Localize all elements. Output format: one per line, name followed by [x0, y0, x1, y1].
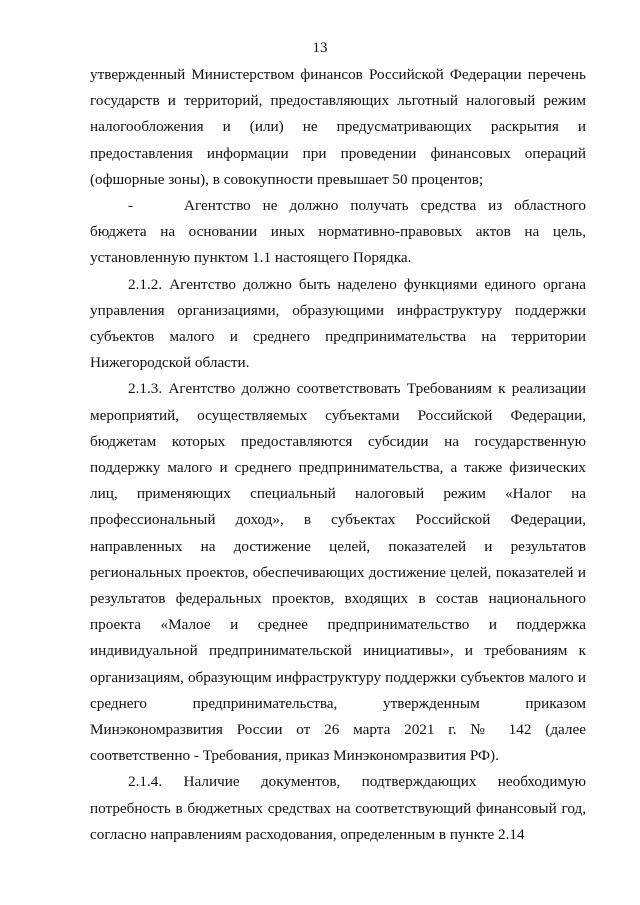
paragraph-2-1-2: 2.1.2. Агентство должно быть наделено функциями единого органа управления организациями, образующими инфраструктуру поддержки субъектов малого и среднего предпринимательства на территории Нижегородской области. — [90, 275, 586, 372]
document-body — [90, 62, 586, 848]
dash-item-text: Агентство не должно получать средства из областного бюджета на основании иных нормативно-правовых актов на цель, установленную пунктом 1.1 настоящего Порядка. — [90, 197, 586, 267]
paragraph-2-1-3: 2.1.3. Агентство должно соответствовать Требованиям к реализации мероприятий, осуществляемых субъектами Российской Федерации, бюджетам которых предоставляются субсидии на государственную поддержку малого и среднего предпринимательства, а также физических лиц, применяющих специальный налоговый режим «Налог на профессиональный доход», в субъектах Российской Федерации, направленных на достижение целей, показателей и результатов региональных проектов, обеспечивающих достижение целей, показателей и результатов федеральных проектов, входящих в состав национального проекта «Малое и среднее предпринимательство и поддержка индивидуальной предпринимательской инициативы», и требованиям к организациям, образующим инфраструктуру поддержки субъектов малого и среднего предпринимательства, утвержденным приказом Минэкономразвития России от 26 марта 2021 г. № 142 (далее соответственно - Требования, приказ Минэкономразвития РФ). — [90, 380, 586, 765]
paragraph-2-1-4: 2.1.4. Наличие документов, подтверждающих необходимую потребность в бюджетных средствах на соответствующий финансовый год, согласно направлениям расходования, определенным в пункте 2.14 — [90, 773, 586, 843]
paragraph-dash-item — [90, 193, 586, 272]
page-number: 13 — [312, 40, 328, 56]
paragraph-continuation: утвержденный Министерством финансов Российской Федерации перечень государств и территорий, предоставляющих льготный налоговый режим налогообложения и (или) не предусматривающих раскрытия и предоставления информации при проведении финансовых операций (офшорные зоны), в совокупности превышает 50 процентов; — [90, 66, 586, 188]
dash-marker: - — [128, 197, 134, 215]
